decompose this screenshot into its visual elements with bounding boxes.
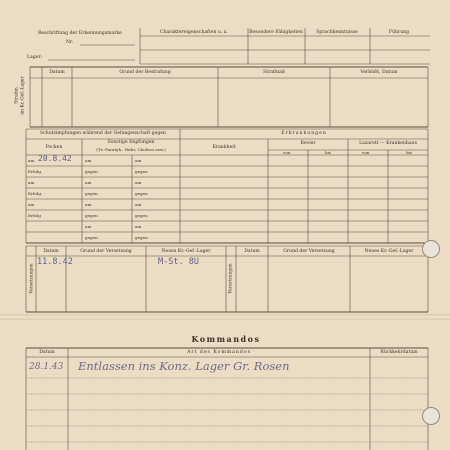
punch-hole-bottom [422, 407, 440, 425]
pocken-erfolg-1: Erfolg. [28, 169, 43, 174]
kommandos-datum-header: Datum [39, 350, 55, 355]
sonst-am-2b: am [135, 180, 142, 185]
versetzungen-side-label-right: Versetzungen [228, 263, 234, 294]
strafmass-header: Strafmaß [263, 70, 285, 75]
strafen-datum-header: Datum [49, 70, 65, 75]
sonst-am-3b: am [135, 202, 142, 207]
nr-label: Nr. [66, 40, 74, 45]
sonst-gegen-2b: gegen [135, 191, 148, 196]
sonstige-impfungen-sub: (Tv.-Paratyh., Ruhr, Cholera usw.) [96, 147, 166, 152]
pocken-erfolg-2: Erfolg: [28, 191, 43, 196]
kommando-entry: Entlassen ins Konz. Lager Gr. Rosen [78, 359, 290, 373]
revier-von: von [283, 150, 291, 155]
lazarett-von: von [362, 150, 370, 155]
sonst-gegen-1a: gegen [85, 169, 98, 174]
versetzung-lager-header-2: Neues Kr.-Gef.-Lager [364, 249, 414, 254]
versetzung-lager: M-St. 8U [158, 257, 199, 267]
versetzungen-side-label-left: Versetzungen [29, 263, 35, 294]
pocken-date: 20.8.42 [38, 154, 72, 163]
paper-fold [0, 314, 450, 320]
versetzung-datum-header-1: Datum [43, 249, 59, 254]
punch-hole-top [422, 240, 440, 258]
sprachkenntnisse-header: Sprachkenntnisse [316, 30, 358, 35]
sonst-gegen-3b: gegen [135, 213, 148, 218]
sonst-am-3a: am [85, 202, 92, 207]
fuehrung-header: Führung [388, 30, 410, 35]
lazarett-header: Lazarett — Krankenhaus [359, 141, 417, 146]
krankheit-header: Krankheit [212, 145, 236, 150]
sonst-am-1a: am [85, 158, 92, 163]
sonst-gegen-3a: gegen [85, 213, 98, 218]
sonst-am-1b: am [135, 158, 142, 163]
schutzimpfungen-title: Schutzimpfungen während der Gefangenschaft gegen [40, 131, 166, 136]
sonst-gegen-1b: gegen [135, 169, 148, 174]
pocken-erfolg-3: Erfolg [28, 213, 41, 218]
sonst-am-4b: am [135, 224, 142, 229]
kommandos-title: Kommandos [191, 334, 261, 344]
rueckkehr-header: Rückkehrdatum [380, 350, 418, 355]
pocken-am-3: am [28, 202, 35, 207]
kommando-date: 28.1.43 [29, 362, 64, 372]
faehigkeiten-header: Besondere Fähigkeiten [249, 30, 303, 35]
sonstige-impfungen-header: Sonstige Impfungen [107, 140, 155, 145]
lager-label: Lager: [27, 55, 43, 60]
verbuesst-header: Verbüßt, Datum [360, 70, 398, 75]
pocken-am-2: am [28, 180, 35, 185]
sonst-gegen-4b: gegen [135, 235, 148, 240]
versetzung-datum-header-2: Datum [244, 249, 260, 254]
strafen-side-label2: im Kr.-Gef.-Lager [20, 76, 26, 115]
erkennungsmarke-title: Beschriftung der Erkennungsmarke [38, 31, 122, 36]
versetzung-date: 11.8.42 [37, 257, 73, 267]
sonst-am-2a: am [85, 180, 92, 185]
versetzung-grund-header-1: Grund der Versetzung [80, 249, 132, 254]
revier-bis: bis [325, 150, 332, 155]
revier-header: Revier [300, 141, 316, 146]
pocken-header: Pocken [45, 145, 63, 150]
lazarett-bis: bis [406, 150, 413, 155]
kommandos-art-header: Art des Kommandos [187, 350, 251, 355]
strafen-grund-header: Grund der Bestrafung [119, 70, 171, 75]
sonst-am-4a: am [85, 224, 92, 229]
versetzung-lager-header-1: Neues Kr.-Gef.-Lager [161, 249, 211, 254]
pocken-am-1: am [28, 158, 35, 163]
charakter-header: Charaktereigenschaften u. a. [160, 30, 228, 35]
sonst-gegen-4a: gegen [85, 235, 98, 240]
versetzung-grund-header-2: Grund der Versetzung [283, 249, 335, 254]
strafen-side-label: Strafen [14, 87, 20, 104]
sonst-gegen-2a: gegen [85, 191, 98, 196]
erkrankungen-title: Erkrankungen [281, 131, 327, 136]
